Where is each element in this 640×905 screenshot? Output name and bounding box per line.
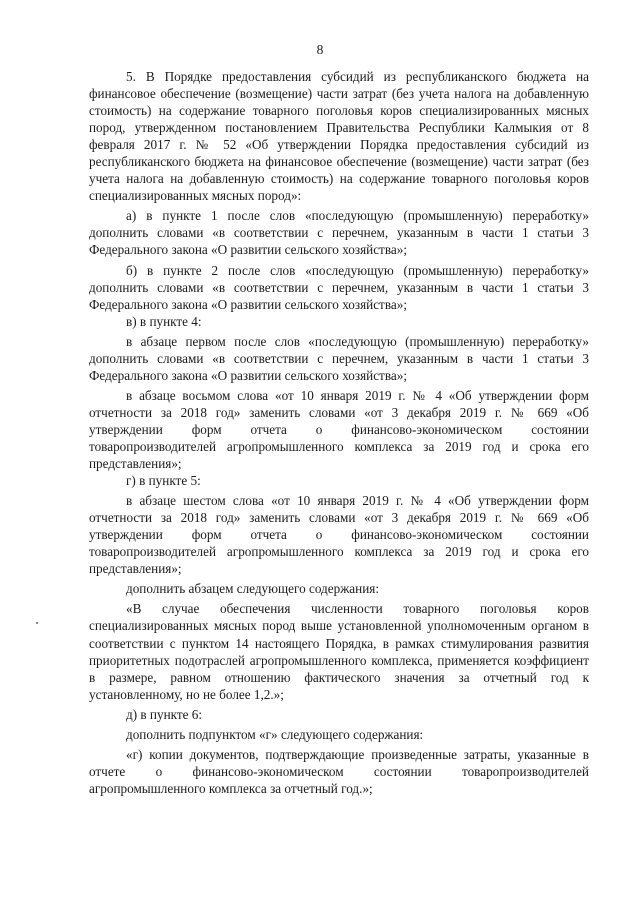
scan-speck [36,622,38,624]
page-number: 8 [316,42,324,57]
paragraph-subitem-v-heading: в) в пункте 4: [126,313,202,329]
paragraph-item-5-intro: 5. В Порядке предоставления субсидий из республиканского бюджета на финансовое обеспечение (возмещение) части затрат (без учета налога на добавленную стоимость) на содержание товарного поголовья коров специализированных мясных пород, утвержденном постановлением Правительства Республики Калмыкия от 8 февраля 2017 г. № 52 «Об утверждении Порядка предоставления субсидий из республиканского бюджета на финансовое обеспечение (возмещение) части затрат (без учета налога на добавленную стоимость) на содержание товарного поголовья коров специализированных мясных пород»: [89,69,589,204]
paragraph-subitem-a: а) в пункте 1 после слов «последующую (промышленную) переработку» дополнить словами «в соответствии с перечнем, указанным в части 1 статьи 3 Федерального закона «О развитии сельского хозяйства»; [89,208,589,258]
paragraph-add-subitem-g: дополнить подпунктом «г» следующего содержания: [126,726,424,742]
paragraph-subitem-b: б) в пункте 2 после слов «последующую (промышленную) переработку» дополнить словами «в соответствии с перечнем, указанным в части 1 статьи 3 Федерального закона «О развитии сельского хозяйства»; [89,262,589,312]
paragraph-add-abzac: дополнить абзацем следующего содержания: [126,581,380,597]
paragraph-subitem-v-first-abzac: в абзаце первом после слов «последующую (промышленную) переработку» дополнить словами «в соответствии с перечнем, указанным в части 1 статьи 3 Федерального закона «О развитии сельского хозяйства»; [89,333,589,383]
document-body [89,68,589,797]
paragraph-quoted-subitem-g: «г) копии документов, подтверждающие произведенные затраты, указанные в отчете о финансово-экономическом состоянии товаропроизводителей агропромышленного комплекса за отчетный год.»; [89,746,589,796]
paragraph-subitem-g-heading: г) в пункте 5: [126,473,201,489]
paragraph-subitem-v-eighth-abzac: в абзаце восьмом слова «от 10 января 2019 г. № 4 «Об утверждении форм отчетности за 2018 год» заменить словами «от 3 декабря 2019 г. № 669 «Об утверждении форм отчета о финансово-экономическом состоянии товаропроизводителей агропромышленного комплекса за 2019 год и срока его представления»; [89,387,589,472]
paragraph-quoted-abzac: «В случае обеспечения численности товарного поголовья коров специализированных мясных пород выше установленной уполномоченным органом в соответствии с пунктом 14 настоящего Порядка, в рамках стимулирования развития приоритетных подотраслей агропромышленного комплекса, применяется коэффициент в размере, равном отношению фактического значения за отчетный год к установленному, но не более 1,2.»; [89,601,589,702]
paragraph-subitem-g-sixth-abzac: в абзаце шестом слова «от 10 января 2019 г. № 4 «Об утверждении форм отчетности за 2018 год» заменить словами «от 3 декабря 2019 г. № 669 «Об утверждении форм отчета о финансово-экономическом состоянии товаропроизводителей агропромышленного комплекса за 2019 год и срока его представления»; [89,493,589,577]
paragraph-subitem-d-heading: д) в пункте 6: [126,706,203,722]
